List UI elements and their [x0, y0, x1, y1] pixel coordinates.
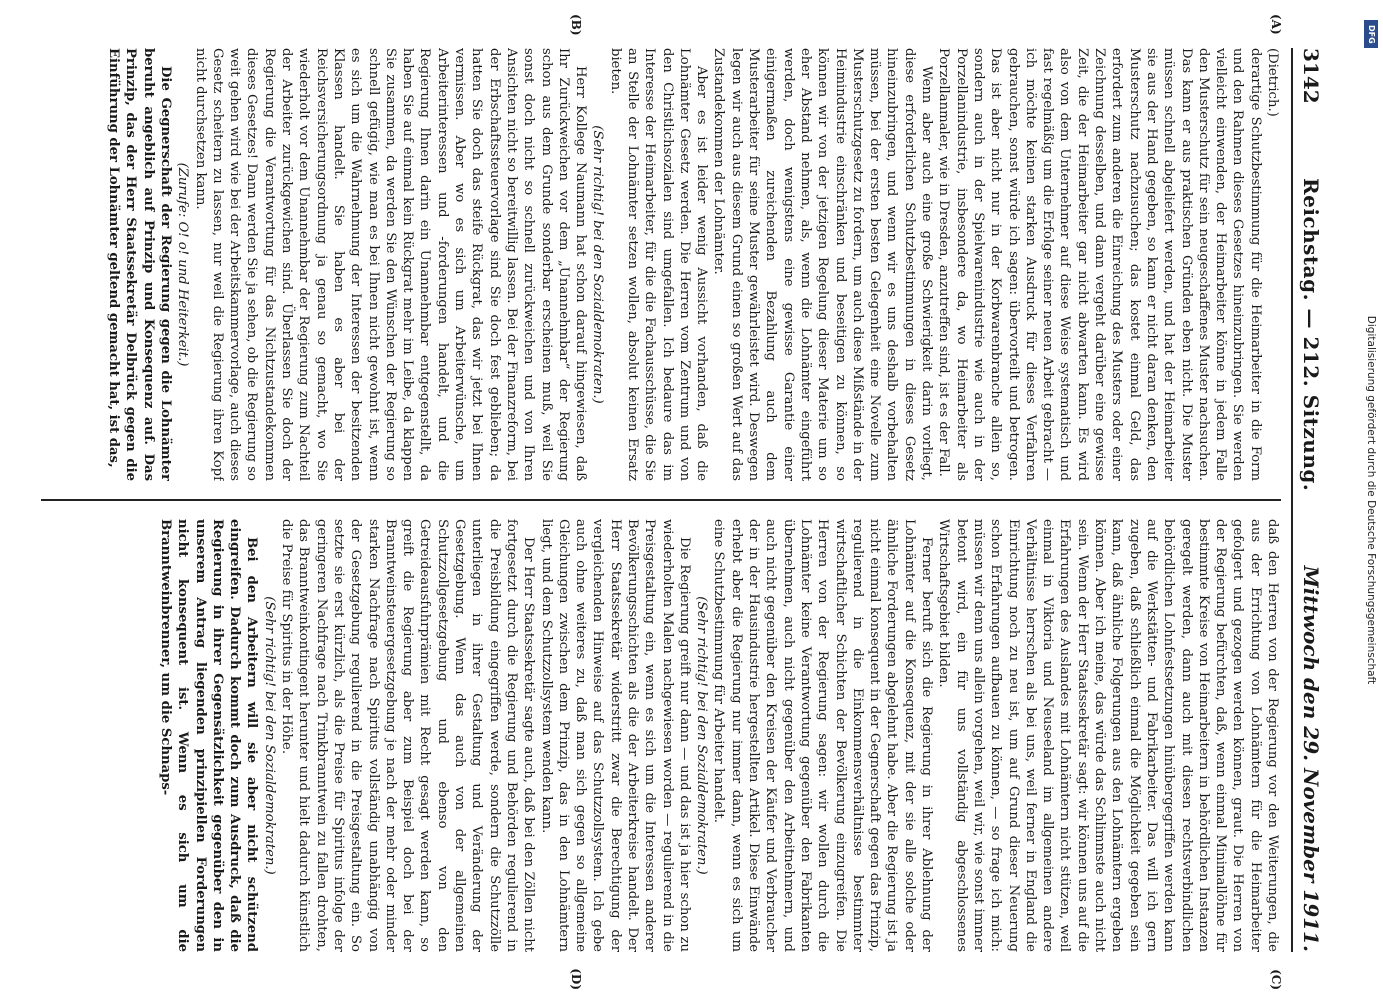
margin-mark-d: (D) — [569, 968, 583, 990]
paragraph: Ferner beruft sich die Regierung in ihrer Ablehnung der Lohnämter auf die Konsequenz, mit der sie alle solche oder ähnliche Forderungen abgelehnt habe. Aber die Regierung ist ja nicht einmal konsequent in der Gegnerschaft gegen das Prinzip, regulierend in die Einkommensverhältnisse bestimmter wirtschaftlicher Schichten der Bevölkerung einzugreifen. Die Herren von der Regierung sagen: wir wollen durch die Lohnämter keine Verantwortung gegenüber den Fabrikanten übernehmen, auch nicht gegenüber den Arbeitnehmern, und auch nicht gegenüber den Kreisen der Käufer und Verbraucher der in der Hausindustrie hergestellten Artikel. Diese Einwände erhebt aber die Regierung nur immer dann, wenn es sich um eine Schutzbestimmung für Arbeiter handelt. — [711, 519, 935, 952]
interjection: (Sehr richtig! bei den Sozialdemokraten.) — [590, 125, 606, 404]
paragraph: Der Herr Staatssekretär sagte auch, daß bei den Zöllen nicht fortgesetzt durch die Regierung und Behörden regulierend in die Preisbildung eingegriffen werde, sondern die Schutzzölle unterliegen in ihrer Gestaltung und Veränderung der Gesetzgebung. Wenn das auch von der allgemeinen Schutzzollgesetzgebung und ebenso von den Getreideausfuhrprämien mit Recht gesagt werden kann, so greift die Regierung aber zum Beispiel doch bei der Branntweinsteuergesetzgebung je nach der mehr oder minder starken Nachfrage nach Spiritus vollständig unabhängig von der Gesetzgebung regulierend in die Preisgestaltung ein. So setzte sie erst kürzlich, als die Preise für Spiritus infolge der geringeren Nachfrage nach Trinkbranntwein zu fallen drohten, das Branntweinkontingent herunter und hielt dadurch künstlich die Preise für Spiritus in der Höhe. — [279, 519, 537, 952]
paragraph: derartige Schutzbestimmung für die Heimarbeiter in die Form und den Rahmen dieses Gesetzes hineinzubringen. Sie werden vielleicht einwenden, der Heimarbeiter könne in jedem Falle den Musterschutz für sein neugeschaffenes Muster nachsuchen. Das kann er aus praktischen Gründen eben nicht. Die Muster müssen schnell abgeliefert werden, und hat der Heimarbeiter sie aus der Hand gegeben, so kann er nicht daran denken, den Musterschutz nachzusuchen; das kostet einmal Geld, das erfordert zum anderen die Einreichung des Musters oder einer Zeichnung desselben, und dann vergeht darüber eine gewisse Zeit, die der Heimarbeiter gar nicht abwarten kann. Es wird also von dem Unternehmer auf diese Weise systematisch und fast regelmäßig um die Erfolge seiner neuen Arbeit gebracht — ich möchte keinen starken Ausdruck für dieses Verfahren gebrauchen, sonst würde ich sagen: übervorteilt und betrogen. Das ist aber nicht nur in der Korbwarenbranche allein so, sondern auch in der Spielwarenindustrie wie auch in der Porzellanindustrie, insbesondere da, wo Heimarbeiter als Porzellanmaler, wie in Dresden, anzutreffen sind, ist es der Fall. — [936, 48, 1263, 481]
dfg-logo-icon: DFG — [1364, 20, 1378, 48]
speaker-name: (Dietrich.) — [1265, 48, 1280, 117]
paragraph: Die Regierung greift nur dann — und das ist ja hier schon zu wiederholten Malen nachgewiesen worden — regulierend in die Preisgestaltung ein, wenn es sich um die Interessen anderer Bevölkerungsschichten als die der Arbeiterkreise handelt. Der Herr Staatssekretär widerstritt zwar die Berechtigung der vergleichenden Hinweise auf das Schutzzollsystem. Ich gebe auch ohne weiteres zu, daß man sich gegen so allgemeine Gleichungen zwischen dem Prinzip, das in den Lohnämtern liegt, und dem Schutzzollsystem wenden kann. — [538, 519, 692, 952]
paragraph: Aber es ist leider wenig Aussicht vorhanden, daß die Lohnämter Gesetz werden. Die Herren vom Zentrum und von den Christlichsozialen sind umgefallen. Ich bedaure das im Interesse der Heimarbeiter, für die die Fachausschüsse, die Sie an Stelle der Lohnämter setzen wollen, absolut keinen Ersatz bieten. — [607, 48, 710, 481]
page-header — [1291, 48, 1323, 952]
margin-mark-a: (A) — [1269, 14, 1283, 35]
paragraph: Wenn aber auch eine große Schwierigkeit darin vorliegt, diese erforderlichen Schutzbestimmungen in dieses Gesetz hineinzubringen, und wenn wir es uns deshalb vorbehalten müssen, bei der ersten besten Gelegenheit eine Novelle zum Musterschutzgesetz zu fordern, um auch diese Mißstände in der Heimindustrie einschränken und beseitigen zu können, so können wir von der jetzigen Regelung dieser Materie um so eher Abstand nehmen, als, wenn die Lohnämter eingeführt werden, doch wenigstens eine gewisse Garantie einer einigermaßen zureichenden Bezahlung auch dem Musterarbeiter für seine Muster gewährleistet wird. Deswegen legen wir auch aus diesem Grund einen so großen Wert auf das Zustandekommen der Lohnämter. — [711, 48, 935, 481]
paragraph: Bei den Arbeitern will sie aber nicht schützend eingreifen. Dadurch kommt doch zum Ausdruck, daß die Regierung in ihrer Gegensätzlichkeit gegenüber den in unserem Antrag liegenden prinzipiellen Forderungen nicht konsequent ist. Wenn es sich um die Branntweinbrenner, um die Schnaps- — [158, 519, 260, 952]
text-columns — [41, 48, 1281, 952]
session-date: Mittwoch den 29. November 1911. — [1299, 565, 1323, 952]
paragraph: Herr Kollege Naumann hat schon darauf hingewiesen, daß Ihr Zurückweichen vor dem „Unannehmbar“ der Regierung schon aus dem Grunde sonderbar erscheinen muß, weil Sie sonst doch nicht so schnell zurückweichen und von Ihren Ansichten nicht so bereitwillig lassen. Bei der Finanzreform, bei der Erbschaftssteuervorlage sind Sie doch fest geblieben; da hatten Sie doch das steife Rückgrat, das wir jetzt bei Ihnen vermissen. Aber wo es sich um Arbeiterwünsche, um Arbeiterinteressen und -forderungen handelt, und die Regierung Ihnen darin ein Unannehmbar entgegenstellt, da haben Sie auf einmal kein Rückgrat mehr im Leibe, da klappen Sie zusammen, da werden Sie den Wünschen der Regierung so schnell gefügig, wie man es bei Ihnen nicht gewohnt ist, wenn es sich um die Wahrnehmung der Interessen der besitzenden Klassen handelt. Sie haben es aber bei der Reichsversicherungsordnung ja genau so gemacht, wo Sie wiederholt vor dem Unannehmbar der Regierung zum Nachteil der Arbeiter zurückgewichen sind. Überlassen Sie doch der Regierung die Verantwortung für das Nichtzustandekommen dieses Gesetzes! Dann werden Sie ja sehen, ob die Regierung so weit gehen wird wie bei der Arbeitskammervorlage, auch dieses Gesetz scheitern zu lassen, nur weil die Regierung ihren Kopf nicht durchsetzen kann. — [192, 48, 589, 481]
right-column — [41, 519, 1281, 952]
margin-mark-b: (B) — [569, 14, 583, 36]
interjection: (Zurufe: O! o! und Heiterkeit.) — [175, 162, 191, 367]
paragraph: daß den Herren von der Regierung vor den Weiterungen, die aus der Errichtung von Lohnämtern für die Heimarbeiter gefolgert und gezogen werden können, graut. Die Herren von der Regierung befürchten, daß, wenn einmal Minimallöhne für bestimmte Kreise von Heimarbeitern in behördlichen Instanzen geregelt werden, dann auch mit diesen rechtsverbindlichen behördlichen Lohnfestsetzungen hinübergegriffen werden kann auf die Werkstätten- und Fabrikarbeiter. Das will ich gern zugeben, daß schließlich einmal die Möglichkeit gegeben sein kann, daß ähnliche Folgerungen aus den Lohnämtern ergeben können. Aber ich meine, das würde das Schlimmste auch nicht sein. Wenn der Herr Staatssekretär sagt: wir können uns auf die Erfahrungen des Auslandes mit Lohnämtern nicht stützen, weil einmal in Viktoria und Neuseeland im allgemeinen andere Verhältnisse herrschen als bei uns, weil ferner in England die Einrichtung noch zu neu ist, um auf Grund dieser Neuerung schon Erfahrungen aufbauen zu können, — so frage ich mich: müssen wir denn uns allein vorgehen, weil wir, wie sonst immer betont wird, ein für uns vollständig abgeschlossenes Wirtschaftsgebiet bilden. — [936, 519, 1280, 952]
left-column — [41, 48, 1281, 481]
interjection: (Sehr richtig! bei den Sozialdemokraten.) — [694, 596, 710, 875]
session-title: Reichstag. — 212. Sitzung. — [1299, 177, 1323, 492]
margin-mark-c: (C) — [1269, 969, 1283, 990]
paragraph: Die Gegnerschaft der Regierung gegen die Lohnämter beruht angeblich auf Prinzip und Konsequenz auf. Das Prinzip, das der Herr Staatssekretär Delbrück gegen die Einführung der Lohnämter geltend gemacht hat, ist das, — [106, 48, 173, 481]
digitization-credit — [1361, 10, 1381, 990]
interjection: (Sehr richtig! bei den Sozialdemokraten.) — [261, 596, 277, 875]
column-divider — [41, 499, 1281, 501]
credit-text: Digitalisierung gefördert durch die Deutsche Forschungsgemeinschaft — [1365, 315, 1377, 685]
page-number: 3142 — [1299, 48, 1323, 104]
